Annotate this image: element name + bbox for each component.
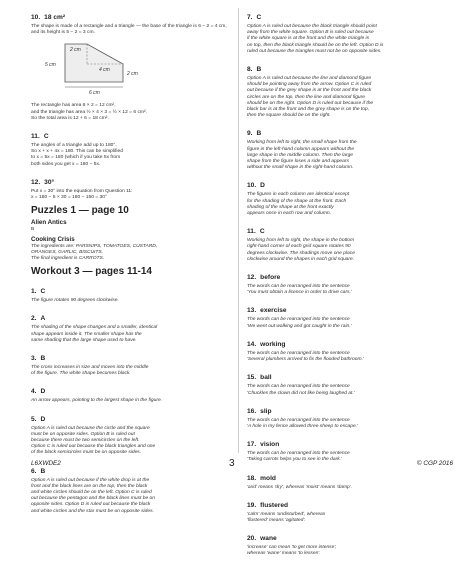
question-number: 8. xyxy=(247,66,253,74)
copyright: © CGP 2016 xyxy=(416,460,453,467)
answer-q14 xyxy=(247,333,451,363)
left-column xyxy=(31,6,235,518)
question-number: 20. xyxy=(247,535,257,543)
explanation-line: The rectangle has area 6 × 2 = 12 cm², xyxy=(31,103,116,109)
answer: B xyxy=(256,66,262,74)
explanation-line: figure in the left-hand column appears without the xyxy=(247,146,355,152)
question-number: 5. xyxy=(31,415,37,423)
explanation-line: because there must be two semicircles on the left. xyxy=(31,438,140,444)
answer: B xyxy=(40,467,46,475)
explanation-line: away from the white square. Option B is ruled out because xyxy=(247,30,374,36)
question-number: 15. xyxy=(247,374,257,382)
explanation-line: The words can be rearranged into the sentence xyxy=(247,350,350,356)
explanation-line: ruled out because the triangles must not be on opposite sides. xyxy=(247,48,382,54)
question-number: 17. xyxy=(247,441,257,449)
explanation-line: Option A is ruled out because the line and diamond figure xyxy=(247,76,372,82)
puzzle-cooking-crisis xyxy=(31,236,235,262)
label-side: 5 cm xyxy=(45,62,56,69)
answer-q12 xyxy=(31,171,235,201)
answer-q5 xyxy=(31,408,235,457)
answer-q2 xyxy=(31,307,235,344)
explanation: The shape is made of a rectangle and a triangle — the base of the triangle is 6 − 2 = 4 cm, and its height is 5 − 2 = 3 cm. xyxy=(31,24,227,36)
answer: vision xyxy=(260,441,280,449)
explanation-line: right-hand corner of each grid square rotates 90 xyxy=(247,244,351,250)
explanation-line: So the total area is 12 + 6 = 18 cm². xyxy=(31,115,109,121)
answer: D xyxy=(260,182,265,190)
answer: working xyxy=(260,340,286,348)
explanation-line: The figures in each column are identical except xyxy=(247,192,350,198)
explanation-line: The words can be rearranged into the sentence xyxy=(247,451,350,457)
explanation-line: same shading that the large shape used to have. xyxy=(31,337,137,343)
explanation-line: 'arid' means 'dry', whereas 'moist' means 'damp'. xyxy=(247,484,353,490)
question-number: 10. xyxy=(247,182,257,190)
explanation-line: if the white square is at the front and the white triangle is xyxy=(247,36,370,42)
question-number: 2. xyxy=(31,315,37,323)
question-number: 18. xyxy=(247,474,257,482)
explanation-line: 'Several plumbers arrived to fix the flooded bathroom.' xyxy=(247,357,364,363)
puzzle-line: The ingredients are: PARSNIPS, TOMATOES, CUSTARD, xyxy=(31,243,158,249)
label-bottom: 6 cm xyxy=(89,90,100,97)
explanation-line: x = 180 − 5 × 30 = 180 − 150 = 30° xyxy=(31,195,107,201)
answer: B xyxy=(256,130,262,138)
explanation-line: 'Chuckles the clown did not like being laughed at.' xyxy=(247,390,355,396)
answer-q11 xyxy=(31,125,235,168)
explanation-line: clockwise around the shapes in each grid square. xyxy=(247,256,355,262)
question-number: 14. xyxy=(247,340,257,348)
answer: slip xyxy=(260,407,272,415)
explanation-line: both sides you get x = 180 − 5x. xyxy=(31,161,101,167)
answer: 18 cm² xyxy=(44,14,66,21)
explanation-line: The words can be rearranged into the sentence xyxy=(247,384,350,390)
question-number: 10. xyxy=(31,14,41,21)
answer: exercise xyxy=(260,307,287,315)
explanation-line: and the triangle has area ½ × 4 × 3 = ½ × 12 = 6 cm². xyxy=(31,109,147,115)
explanation-line: degrees clockwise. The shadings move one place xyxy=(247,250,355,256)
explanation-line: 'calm' means 'undisturbed', whereas xyxy=(247,511,326,517)
explanation-line: must be on opposite sides. Option B is ruled out xyxy=(31,431,135,437)
explanation-line: should be pointing away from the arrow. Option C is ruled xyxy=(247,82,372,88)
explanation-line: whereas 'wane' means 'to lessen'. xyxy=(247,551,321,557)
explanation-line: for the shading of the shape at the front. Each xyxy=(247,198,347,204)
explanation-line: and white circles and the star must be on opposite sides. xyxy=(31,508,154,514)
question-number: 16. xyxy=(247,407,257,415)
explanation-line: large shape in the middle column. Then the large xyxy=(247,152,354,158)
answer: C xyxy=(40,288,46,296)
answer-q16 xyxy=(247,400,451,430)
explanation-line: of the figure. The white shape becomes black. xyxy=(31,371,131,377)
question-number: 11. xyxy=(247,228,256,236)
question-number: 11. xyxy=(31,133,40,141)
label-mid: 4 cm xyxy=(99,67,110,74)
explanation-line: and white circles should be on the left. Option C is ruled xyxy=(31,490,152,496)
answer-q8 xyxy=(247,58,451,119)
answer: 30° xyxy=(44,178,55,186)
section-title-workout: Workout 3 — pages 11-14 xyxy=(31,266,152,278)
explanation-line: The words can be rearranged into the sentence xyxy=(247,417,350,423)
explanation-line: opposite sides. Option D is ruled out because the black xyxy=(31,502,151,508)
answer: ball xyxy=(260,374,272,382)
explanation-line: 'You must obtain a licence in order to drive cars.' xyxy=(247,290,352,296)
answer-q4 xyxy=(31,380,235,404)
label-top: 2 cm xyxy=(70,47,81,54)
answer-q10 xyxy=(247,174,451,217)
question-number: 12. xyxy=(31,178,41,186)
answer-q13 xyxy=(247,299,451,329)
answer: C xyxy=(43,133,49,141)
explanation-line: Option A is ruled out because the black triangle should point xyxy=(247,24,377,29)
answer-q11 xyxy=(247,220,451,263)
question-number: 12. xyxy=(247,274,257,282)
answer-q20 xyxy=(247,527,451,557)
answer: wane xyxy=(260,535,277,543)
answer: mold xyxy=(260,474,276,482)
explanation-line: So x + x + 4x = 180. This can be simplified xyxy=(31,149,123,155)
explanation-line: Working from left to right, the shape in the bottom xyxy=(247,238,355,244)
question-number: 19. xyxy=(247,501,257,509)
shape-diagram xyxy=(39,38,159,96)
product-code: L6XWDE2 xyxy=(31,460,61,467)
puzzle-alien-antics xyxy=(31,219,235,233)
puzzle-title: Alien Antics xyxy=(31,219,67,227)
question-number: 1. xyxy=(31,288,37,296)
answer: before xyxy=(260,274,281,282)
explanation-line: front and the black lines are on the top, then the black xyxy=(31,483,148,489)
explanation-line: 'We went out walking and got caught in the rain.' xyxy=(247,323,352,329)
explanation-line: The figure rotates 90 degrees clockwise. xyxy=(31,298,119,304)
answer-q12 xyxy=(247,266,451,296)
explanation-line: The angles of a triangle add up to 180°. xyxy=(31,143,117,149)
puzzle-line: The final ingredient is CARROTS. xyxy=(31,256,105,262)
question-number: 4. xyxy=(31,388,37,396)
answer: C xyxy=(259,228,265,236)
question-number: 3. xyxy=(31,355,37,363)
explanation-line: Option C is ruled out because the black triangles and one xyxy=(31,444,156,450)
answer-q7 xyxy=(247,6,451,55)
explanation-line: 'Taking carrots helps you to see in the dark.' xyxy=(247,457,342,463)
explanation-line: then the square should be on the right. xyxy=(247,113,331,119)
explanation-line: shape from the figure loses a side and appears xyxy=(247,159,349,165)
explanation-line: The shading of the shape changes and a smaller, identical xyxy=(31,325,158,331)
explanation-line: without the small shape in the right-hand column. xyxy=(247,165,354,171)
question-number: 7. xyxy=(247,14,253,21)
explanation-line: 'flustered' means 'agitated'. xyxy=(247,517,306,523)
explanation-line: to x = 5x = 180 (which if you take 5x from xyxy=(31,155,121,161)
answer: B xyxy=(40,355,46,363)
page-number: 3 xyxy=(229,458,235,469)
explanation-line: Working from left to right, the small shape from the xyxy=(247,140,357,146)
explanation-line: shading of the shape at the front exactly xyxy=(247,204,334,210)
answer-q18 xyxy=(247,467,451,491)
answer: D xyxy=(40,415,46,423)
answer-q1 xyxy=(31,280,235,304)
explanation-line: circles are on the top, then the line and diamond figure xyxy=(247,94,365,100)
answer-q10 xyxy=(31,6,235,122)
explanation-line: Put x = 30° into the equation from Question 11: xyxy=(31,188,133,194)
section-title-puzzles: Puzzles 1 — page 10 xyxy=(31,205,129,217)
puzzle-line: ORANGES, GARLIC, BISCUITS. xyxy=(31,249,104,255)
answer-q3 xyxy=(31,347,235,377)
explanation-line: out because the pentagon and the black lines must be on xyxy=(31,496,155,502)
answer: flustered xyxy=(260,501,289,509)
explanation-line: Option A is ruled out because if the white drop is at the xyxy=(31,477,150,483)
explanation-line: The cross increases in size and moves into the middle xyxy=(31,365,149,371)
explanation-line: The words can be rearranged into the sentence xyxy=(247,284,350,290)
answer: A xyxy=(40,315,46,323)
explanation-line: of the black semicircles must be on opposite sides. xyxy=(31,450,142,456)
answer-q19 xyxy=(247,494,451,524)
label-right: 2 cm xyxy=(127,71,138,78)
explanation-line: The words can be rearranged into the sentence xyxy=(247,317,350,323)
answer: D xyxy=(40,388,46,396)
explanation-line: An arrow appears, pointing to the largest shape in the figure. xyxy=(31,398,163,404)
question-number: 9. xyxy=(247,130,253,138)
question-number: 6. xyxy=(31,467,37,475)
answer: C xyxy=(256,14,262,21)
explanation-line: 'A hole in my fence allowed three sheep to escape.' xyxy=(247,423,358,429)
column-divider xyxy=(238,8,239,453)
explanation-line: out because if the grey shape is at the front and the black xyxy=(247,88,372,94)
puzzle-answer: B xyxy=(31,226,35,232)
question-number: 13. xyxy=(247,307,257,315)
explanation-line: shape appears inside it. The smaller shape has the xyxy=(31,331,142,337)
answer-q15 xyxy=(247,366,451,396)
explanation-line: appears once in each row and column. xyxy=(247,211,332,217)
explanation-line: 'increase' can mean 'to get more intense', xyxy=(247,545,337,551)
explanation-line: on top, then the black triangle should be on the left. Option D is xyxy=(247,42,384,48)
page-footer xyxy=(31,458,455,470)
right-column xyxy=(247,6,451,561)
explanation-line: Option A is ruled out because the circle and the square xyxy=(31,425,150,431)
answer-q9 xyxy=(247,122,451,171)
puzzle-title: Cooking Crisis xyxy=(31,236,75,244)
explanation-line: black bar is at the front and the grey shape is on the top, xyxy=(247,107,370,113)
explanation-line: should be on the right. Option D is ruled out because if the xyxy=(247,100,374,106)
